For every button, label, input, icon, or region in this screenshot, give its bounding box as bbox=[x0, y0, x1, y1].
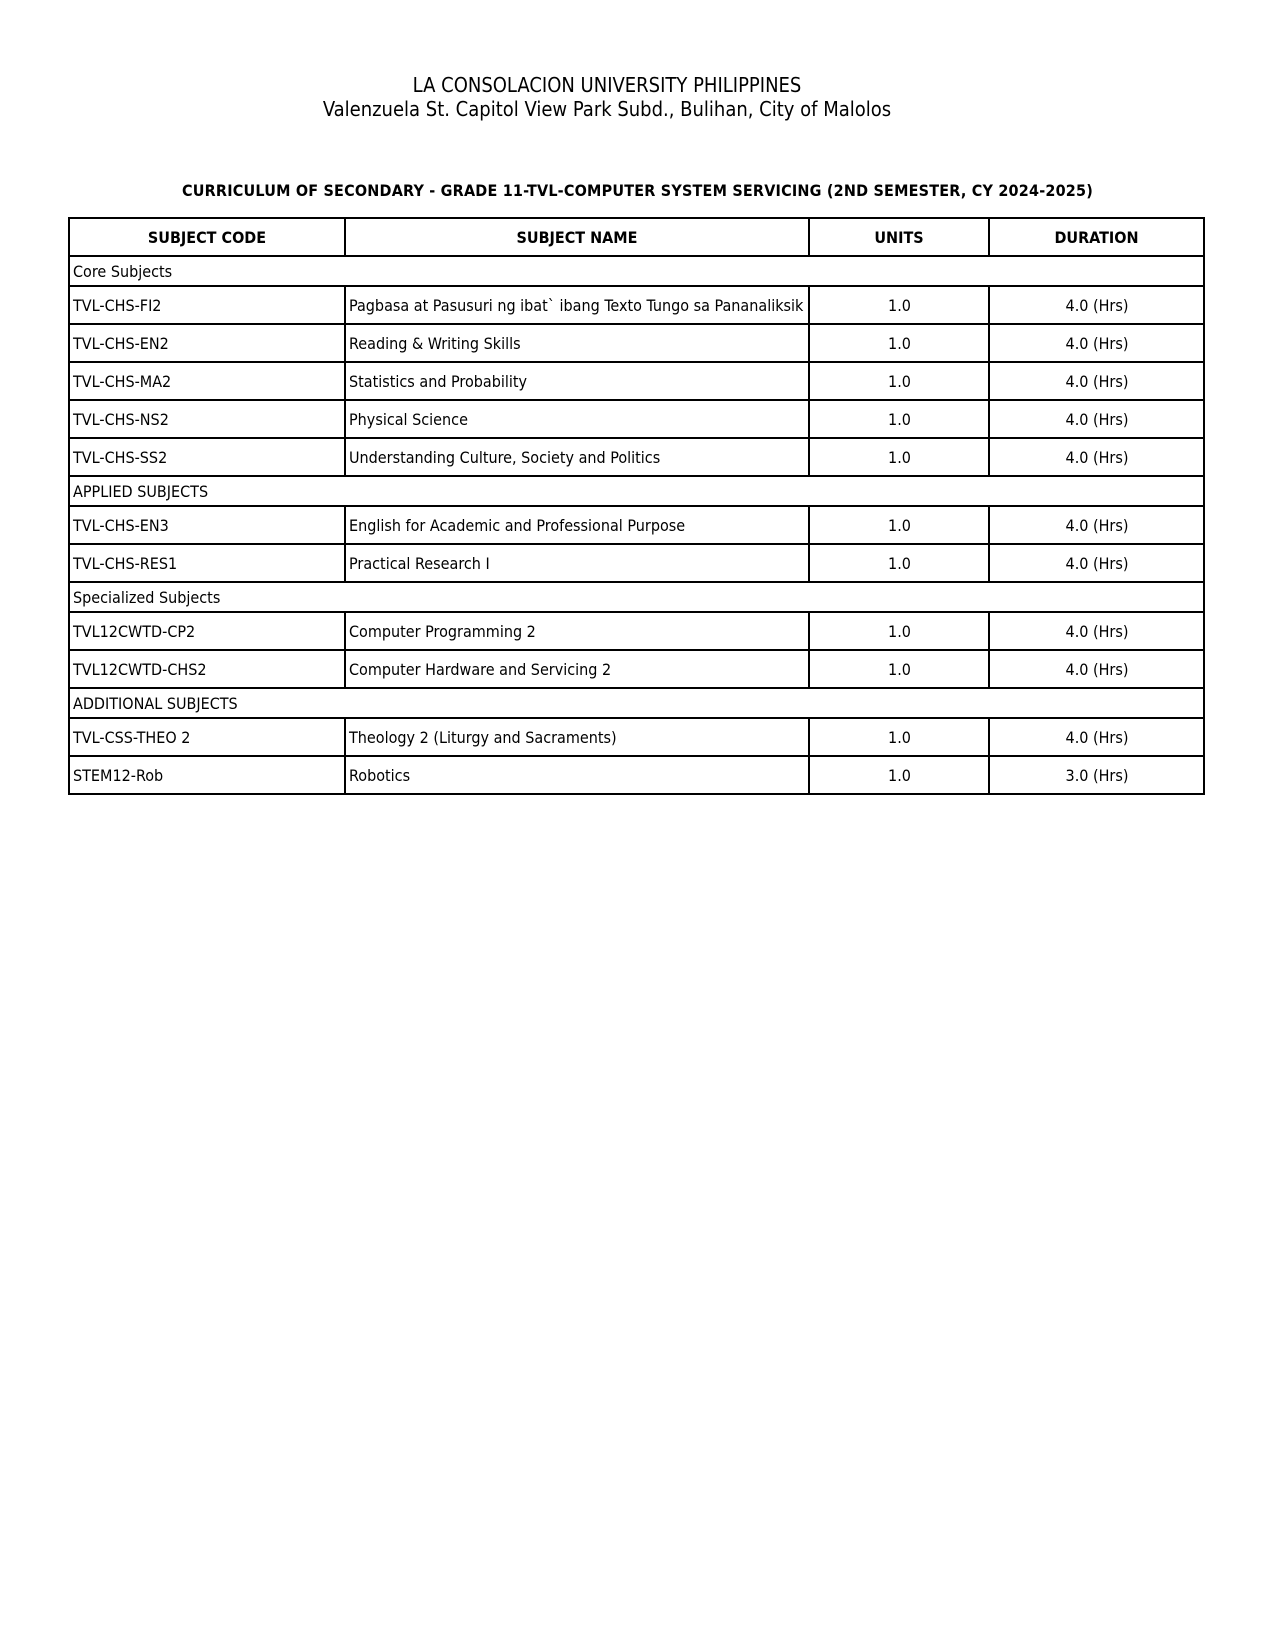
section-label: APPLIED SUBJECTS bbox=[69, 476, 1204, 506]
curriculum-table bbox=[68, 217, 1205, 795]
subject-duration-cell: 4.0 (Hrs) bbox=[989, 544, 1204, 582]
subject-units-cell: 1.0 bbox=[809, 324, 989, 362]
subject-name-cell: Theology 2 (Liturgy and Sacraments) bbox=[345, 718, 809, 756]
section-label: Core Subjects bbox=[69, 256, 1204, 286]
subject-units-cell: 1.0 bbox=[809, 400, 989, 438]
subject-row bbox=[69, 718, 1204, 756]
subject-name-cell: Statistics and Probability bbox=[345, 362, 809, 400]
section-row bbox=[69, 256, 1204, 286]
subject-code-cell: TVL-CHS-EN2 bbox=[69, 324, 345, 362]
subject-name-cell: Practical Research I bbox=[345, 544, 809, 582]
subject-code-cell: STEM12-Rob bbox=[69, 756, 345, 794]
subject-name-cell: English for Academic and Professional Purpose bbox=[345, 506, 809, 544]
subject-code-cell: TVL-CHS-SS2 bbox=[69, 438, 345, 476]
subject-units-cell: 1.0 bbox=[809, 506, 989, 544]
subject-duration-cell: 4.0 (Hrs) bbox=[989, 506, 1204, 544]
subject-units-cell: 1.0 bbox=[809, 718, 989, 756]
subject-duration-cell: 4.0 (Hrs) bbox=[989, 718, 1204, 756]
column-header-subject-code: SUBJECT CODE bbox=[69, 218, 345, 256]
header-row bbox=[69, 218, 1204, 256]
subject-code-cell: TVL12CWTD-CHS2 bbox=[69, 650, 345, 688]
column-header-duration: DURATION bbox=[989, 218, 1204, 256]
subject-units-cell: 1.0 bbox=[809, 438, 989, 476]
subject-name-cell: Reading & Writing Skills bbox=[345, 324, 809, 362]
subject-units-cell: 1.0 bbox=[809, 612, 989, 650]
subject-name-cell: Computer Hardware and Servicing 2 bbox=[345, 650, 809, 688]
subject-name-cell: Computer Programming 2 bbox=[345, 612, 809, 650]
subject-name-cell: Understanding Culture, Society and Politics bbox=[345, 438, 809, 476]
subject-units-cell: 1.0 bbox=[809, 756, 989, 794]
curriculum-title: CURRICULUM OF SECONDARY - GRADE 11-TVL-COMPUTER SYSTEM SERVICING (2ND SEMESTER, CY 2024-2025) bbox=[181, 181, 1094, 200]
column-header-subject-name: SUBJECT NAME bbox=[345, 218, 809, 256]
subject-duration-cell: 4.0 (Hrs) bbox=[989, 612, 1204, 650]
section-label: Specialized Subjects bbox=[69, 582, 1204, 612]
subject-name-cell: Physical Science bbox=[345, 400, 809, 438]
subject-code-cell: TVL-CSS-THEO 2 bbox=[69, 718, 345, 756]
subject-duration-cell: 4.0 (Hrs) bbox=[989, 650, 1204, 688]
subject-code-cell: TVL12CWTD-CP2 bbox=[69, 612, 345, 650]
subject-name-cell: Pagbasa at Pasusuri ng ibat` ibang Texto Tungo sa Pananaliksik bbox=[345, 286, 809, 324]
subject-row bbox=[69, 506, 1204, 544]
subject-code-cell: TVL-CHS-EN3 bbox=[69, 506, 345, 544]
section-row bbox=[69, 688, 1204, 718]
subject-duration-cell: 4.0 (Hrs) bbox=[989, 362, 1204, 400]
subject-units-cell: 1.0 bbox=[809, 362, 989, 400]
subject-units-cell: 1.0 bbox=[809, 286, 989, 324]
curriculum-table-body bbox=[69, 256, 1204, 794]
curriculum-table-head bbox=[69, 218, 1204, 256]
subject-code-cell: TVL-CHS-NS2 bbox=[69, 400, 345, 438]
section-label: ADDITIONAL SUBJECTS bbox=[69, 688, 1204, 718]
subject-duration-cell: 4.0 (Hrs) bbox=[989, 400, 1204, 438]
letterhead bbox=[0, 73, 1214, 121]
subject-duration-cell: 3.0 (Hrs) bbox=[989, 756, 1204, 794]
subject-row bbox=[69, 362, 1204, 400]
subject-code-cell: TVL-CHS-FI2 bbox=[69, 286, 345, 324]
subject-row bbox=[69, 756, 1204, 794]
subject-duration-cell: 4.0 (Hrs) bbox=[989, 286, 1204, 324]
subject-row bbox=[69, 400, 1204, 438]
university-address: Valenzuela St. Capitol View Park Subd., Bulihan, City of Malolos bbox=[322, 97, 892, 121]
university-name: LA CONSOLACION UNIVERSITY PHILIPPINES bbox=[412, 73, 802, 97]
column-header-units: UNITS bbox=[809, 218, 989, 256]
subject-code-cell: TVL-CHS-MA2 bbox=[69, 362, 345, 400]
subject-code-cell: TVL-CHS-RES1 bbox=[69, 544, 345, 582]
subject-duration-cell: 4.0 (Hrs) bbox=[989, 438, 1204, 476]
subject-row bbox=[69, 612, 1204, 650]
subject-units-cell: 1.0 bbox=[809, 650, 989, 688]
subject-units-cell: 1.0 bbox=[809, 544, 989, 582]
subject-row bbox=[69, 438, 1204, 476]
subject-row bbox=[69, 286, 1204, 324]
subject-name-cell: Robotics bbox=[345, 756, 809, 794]
section-row bbox=[69, 582, 1204, 612]
subject-row bbox=[69, 544, 1204, 582]
subject-duration-cell: 4.0 (Hrs) bbox=[989, 324, 1204, 362]
subject-row bbox=[69, 324, 1204, 362]
subject-row bbox=[69, 650, 1204, 688]
section-row bbox=[69, 476, 1204, 506]
